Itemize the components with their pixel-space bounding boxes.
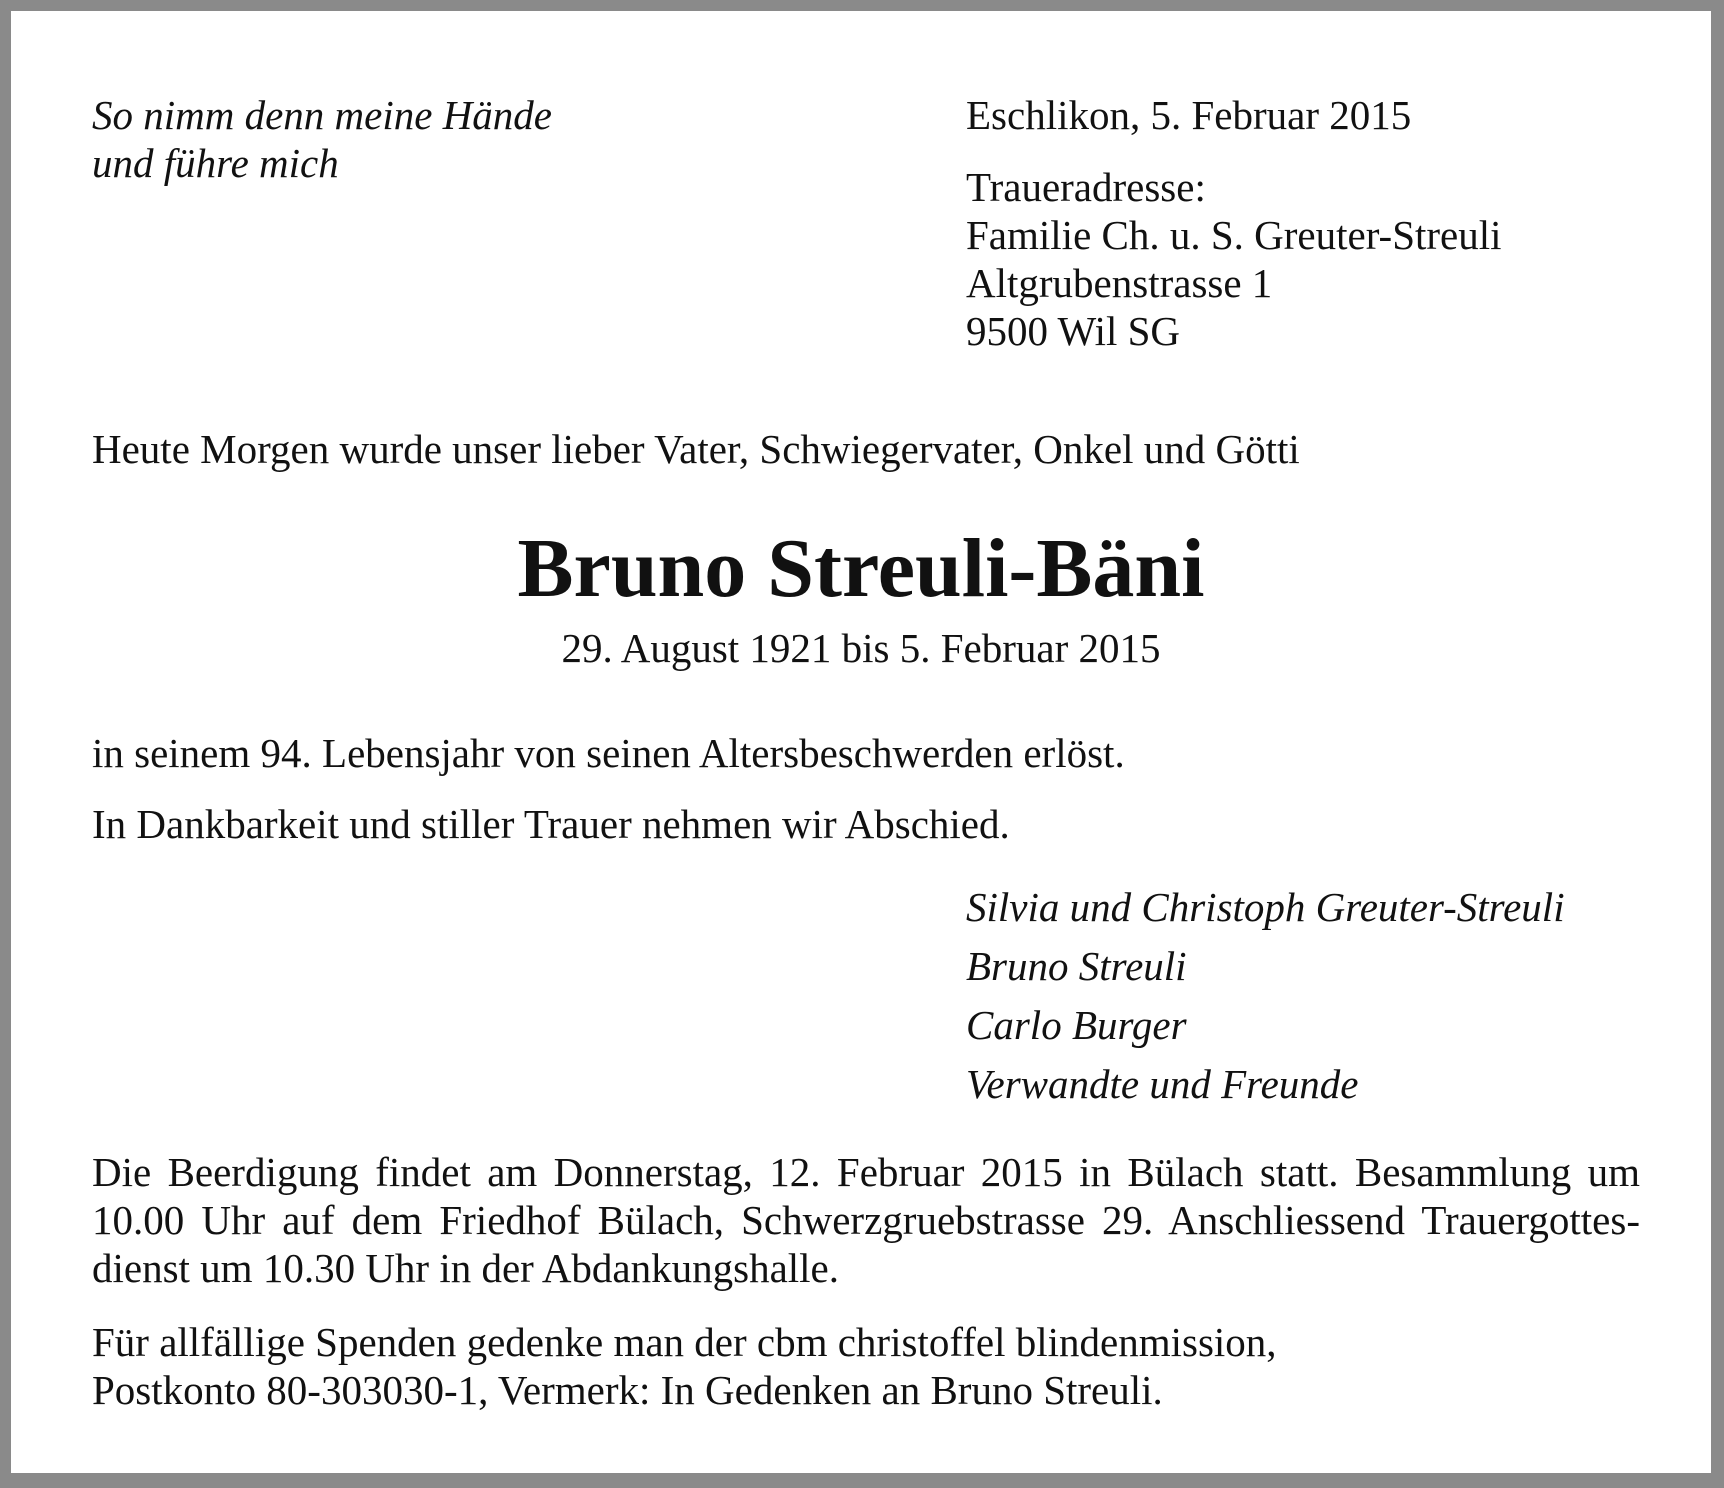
address-city: 9500 Wil SG xyxy=(966,308,1181,354)
text-relieved: in seinem 94. Lebensjahr von seinen Altersbeschwerden erlöst. xyxy=(92,730,1125,776)
mourner-1: Silvia und Christoph Greuter-Streuli xyxy=(966,884,1565,930)
deceased-dates: 29. August 1921 bis 5. Februar 2015 xyxy=(561,625,1161,671)
address-name: Familie Ch. u. S. Greuter-Streuli xyxy=(966,212,1502,258)
address-label: Traueradresse: xyxy=(966,164,1206,210)
funeral-line-2: 10.00 Uhr auf dem Friedhof Bülach, Schwerzgruebstrasse 29. Anschliessend Trauergottes- xyxy=(92,1197,1640,1243)
motto-line-2: und führe mich xyxy=(92,140,339,186)
funeral-line-1: Die Beerdigung findet am Donnerstag, 12. Februar 2015 in Bülach statt. Besammlung um xyxy=(92,1149,1640,1195)
text-farewell: In Dankbarkeit und stiller Trauer nehmen wir Abschied. xyxy=(92,801,1010,847)
mourner-3: Carlo Burger xyxy=(966,1002,1187,1048)
donation-line-2: Postkonto 80-303030-1, Vermerk: In Gedenken an Bruno Streuli. xyxy=(92,1367,1163,1413)
obituary-notice xyxy=(11,11,1711,1473)
deceased-name: Bruno Streuli-Bäni xyxy=(517,522,1205,615)
motto-line-1: So nimm denn meine Hände xyxy=(92,92,553,138)
funeral-paragraph xyxy=(92,1148,1640,1292)
mourner-2: Bruno Streuli xyxy=(966,943,1187,989)
address-street: Altgrubenstrasse 1 xyxy=(966,260,1273,306)
donation-line-1: Für allfällige Spenden gedenke man der cbm christoffel blindenmission, xyxy=(92,1319,1277,1365)
funeral-line-3: dienst um 10.30 Uhr in der Abdankungshalle. xyxy=(92,1245,840,1291)
mourner-4: Verwandte und Freunde xyxy=(966,1061,1359,1107)
place-date: Eschlikon, 5. Februar 2015 xyxy=(966,92,1412,138)
intro-text: Heute Morgen wurde unser lieber Vater, Schwiegervater, Onkel und Götti xyxy=(92,426,1300,472)
